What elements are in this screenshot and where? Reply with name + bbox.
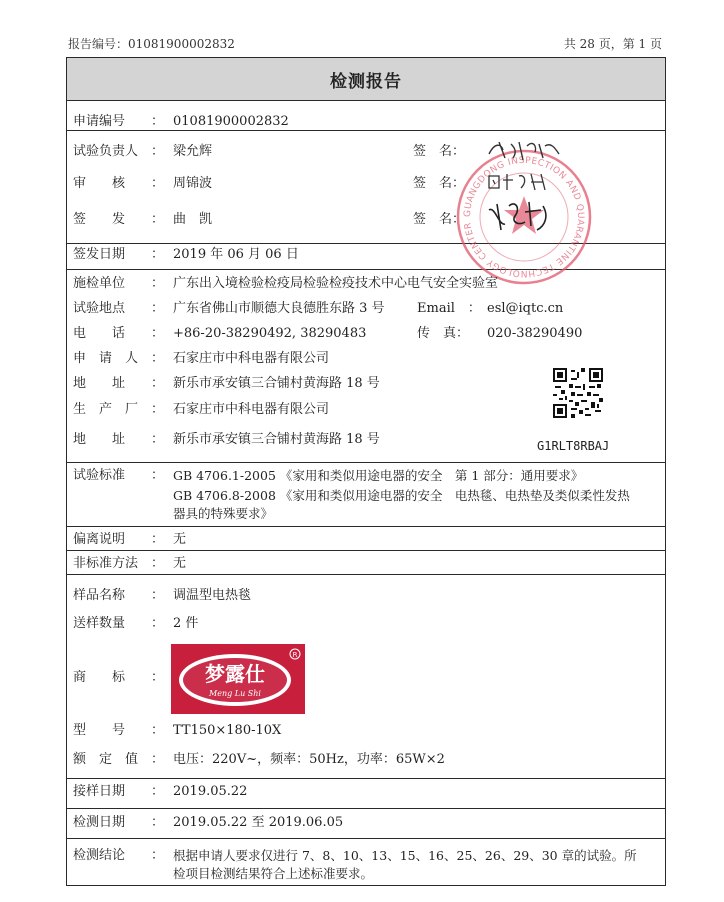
email-label: Email ：	[417, 301, 481, 316]
phone-label: 电 话	[73, 326, 126, 341]
test-location-label: 试验地点	[73, 301, 126, 316]
trademark-label: 商 标	[73, 670, 126, 685]
colon: ：	[151, 532, 165, 547]
applicant-address-value: 新乐市承安镇三合铺村黄海路 18 号	[173, 376, 380, 391]
test-location-value: 广东省佛山市顺德大良德胜东路 3 号	[173, 301, 385, 316]
test-lead-label: 试验负责人	[73, 144, 139, 159]
colon: ：	[151, 402, 165, 417]
trademark-logo	[171, 644, 305, 714]
manufacturer-address-value: 新乐市承安镇三合铺村黄海路 18 号	[173, 432, 380, 447]
colon: ：	[151, 432, 165, 447]
inspection-unit-value: 广东出入境检验检疫局检验检疫技术中心电气安全实验室	[173, 276, 499, 291]
standards-label: 试验标准	[73, 468, 126, 483]
issuer-value: 曲 凯	[173, 212, 213, 227]
manufacturer-label: 生 产 厂	[73, 402, 139, 417]
colon: ：	[151, 588, 165, 603]
report-number: 报告编号：01081900002832	[68, 37, 235, 51]
phone-value: +86-20-38290492, 38290483	[173, 326, 367, 341]
reviewer-label: 审 核	[73, 176, 126, 191]
colon: ：	[151, 616, 165, 631]
colon: ：	[151, 815, 165, 830]
standard-line-2: GB 4706.8-2008 《家用和类似用途电器的安全 电热毯、电热垫及类似柔性发热	[173, 488, 630, 503]
stamp-text: GUANGDONG INSPECTION AND QUARANTINE TECHNOLOGY CENTER	[462, 155, 586, 279]
issue-date-label: 签发日期	[73, 247, 126, 262]
rating-label: 额 定 值	[73, 752, 139, 767]
fax-label: 传 真：	[417, 326, 470, 341]
report-title: 检测报告	[67, 58, 665, 101]
signature-image	[485, 168, 555, 194]
sign-label: 签 名：	[413, 144, 466, 159]
sample-name-label: 样品名称	[73, 588, 126, 603]
non-standard-label: 非标准方法	[73, 556, 139, 571]
standard-line-1: GB 4706.1-2005 《家用和类似用途电器的安全 第 1 部分：通用要求》	[173, 468, 584, 483]
divider	[67, 130, 665, 131]
test-date-value: 2019.05.22 至 2019.06.05	[173, 815, 344, 830]
colon: ：	[151, 301, 165, 316]
issuer-label: 签 发	[73, 212, 126, 227]
divider	[67, 462, 665, 463]
qr-code[interactable]	[553, 368, 603, 418]
report-form	[66, 57, 666, 886]
non-standard-value: 无	[173, 556, 187, 571]
applicant-value: 石家庄市中科电器有限公司	[173, 351, 330, 366]
colon: ：	[151, 351, 165, 366]
logo-pinyin-text: Meng Lu Shi	[209, 689, 261, 698]
sample-name-value: 调温型电热毯	[173, 588, 252, 603]
divider	[67, 550, 665, 551]
inspection-unit-label: 施检单位	[73, 276, 126, 291]
divider	[67, 838, 665, 839]
sample-qty-value: 2 件	[173, 616, 199, 631]
divider	[67, 526, 665, 527]
application-no-value: 01081900002832	[173, 114, 289, 129]
sign-label: 签 名：	[413, 212, 466, 227]
model-label: 型 号	[73, 723, 126, 738]
colon: ：	[151, 376, 165, 391]
divider	[67, 808, 665, 809]
sample-qty-label: 送样数量	[73, 616, 126, 631]
deviation-value: 无	[173, 532, 187, 547]
received-date-value: 2019.05.22	[173, 784, 248, 799]
conclusion-label: 检测结论	[73, 848, 126, 863]
received-date-label: 接样日期	[73, 784, 126, 799]
page-info: 共 28 页，第 1 页	[563, 37, 662, 51]
manufacturer-address-label: 地 址	[73, 432, 126, 447]
colon: ：	[151, 276, 165, 291]
application-no-label: 申请编号	[73, 114, 126, 129]
deviation-label: 偏离说明	[73, 532, 126, 547]
colon: ：	[151, 556, 165, 571]
colon: ：	[151, 670, 165, 685]
colon: ：	[151, 212, 165, 227]
colon: ：	[151, 114, 165, 129]
issue-date-value: 2019 年 06 月 06 日	[173, 247, 299, 262]
email-value: esl@iqtc.cn	[487, 301, 564, 316]
verification-code: G1RLT8RBAJ	[537, 439, 610, 453]
test-lead-value: 梁允辉	[173, 144, 213, 159]
rating-value: 电压：220V~，频率：50Hz，功率：65W×2	[173, 752, 445, 767]
colon: ：	[151, 848, 165, 863]
signature-image	[485, 196, 565, 236]
colon: ：	[151, 144, 165, 159]
applicant-label: 申 请 人	[73, 351, 139, 366]
svg-text:R: R	[292, 651, 298, 659]
colon: ：	[151, 723, 165, 738]
conclusion-line-2: 检项目检测结果符合上述标准要求。	[173, 866, 374, 881]
signature-image	[485, 136, 565, 164]
divider	[67, 778, 665, 779]
colon: ：	[151, 468, 165, 483]
conclusion-line-1: 根据申请人要求仅进行 7、8、10、13、15、16、25、26、29、30 章的试验。所	[173, 848, 637, 863]
applicant-address-label: 地 址	[73, 376, 126, 391]
standard-line-3: 器具的特殊要求》	[173, 506, 274, 521]
fax-value: 020-38290490	[487, 326, 583, 341]
colon: ：	[151, 326, 165, 341]
reviewer-value: 周锦波	[173, 176, 213, 191]
manufacturer-value: 石家庄市中科电器有限公司	[173, 402, 330, 417]
logo-cn-text: 梦露仕	[205, 662, 265, 686]
sign-label: 签 名：	[413, 176, 466, 191]
colon: ：	[151, 784, 165, 799]
divider	[67, 574, 665, 575]
colon: ：	[151, 752, 165, 767]
colon: ：	[151, 176, 165, 191]
colon: ：	[151, 247, 165, 262]
model-value: TT150×180-10X	[173, 723, 282, 738]
test-date-label: 检测日期	[73, 815, 126, 830]
